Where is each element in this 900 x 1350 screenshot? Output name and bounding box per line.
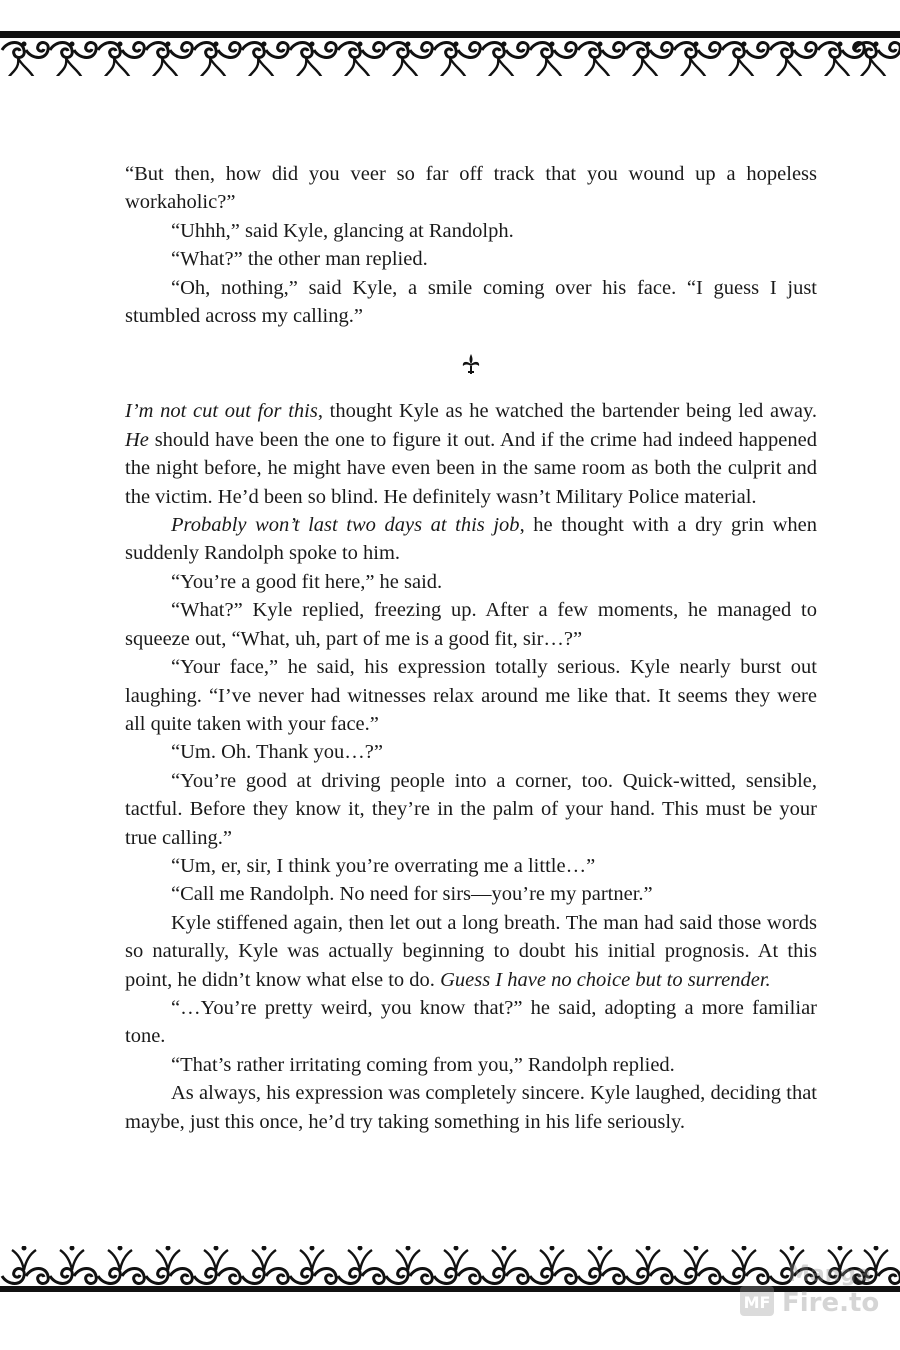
paragraph	[125, 160, 817, 217]
paragraph	[125, 217, 817, 245]
paragraph	[125, 767, 817, 852]
paragraph	[125, 653, 817, 738]
text-run: “Your face,” he said, his expression totally serious. Kyle nearly burst out laughing. “I’ve never had witnesses relax around me like that. It seems they were all quite taken with your face.”	[125, 656, 817, 735]
top-ornamental-border	[0, 28, 900, 76]
paragraph	[125, 596, 817, 653]
paragraph	[125, 511, 817, 568]
book-page-text	[125, 160, 817, 1136]
scene-break	[125, 330, 817, 397]
paragraph	[125, 880, 817, 908]
text-run: “You’re a good fit here,” he said.	[171, 570, 443, 593]
paragraph	[125, 245, 817, 273]
text-run: , thought Kyle as he watched the bartender being led away.	[317, 400, 818, 423]
paragraph	[125, 994, 817, 1051]
italic-text: I’m not cut out for this	[125, 400, 318, 423]
paragraph	[125, 909, 817, 994]
text-run: should have been the one to figure it out. And if the crime had indeed happened the night before, he might have even been in the same room as both the culprit and the victim. He’d been so blind. He definitely wasn’t Military Police material.	[125, 428, 817, 508]
text-run: , he thought with a dry grin when suddenly Randolph spoke to him.	[125, 514, 817, 565]
italic-text: He	[125, 428, 149, 451]
watermark-line1: Manga	[788, 1262, 871, 1287]
watermark-line2: Fire.to	[782, 1288, 880, 1318]
text-run: “Oh, nothing,” said Kyle, a smile coming over his face. “I guess I just stumbled across my calling.”	[125, 276, 817, 328]
text-run: “That’s rather irritating coming from you,” Randolph replied.	[171, 1053, 675, 1076]
text-run: “What?” the other man replied.	[171, 248, 428, 271]
watermark-logo-icon	[738, 1280, 778, 1320]
text-run: “Um, er, sir, I think you’re overrating me a little…”	[171, 854, 596, 877]
text-run: “You’re good at driving people into a corner, too. Quick-witted, sensible, tactful. Before they know it, they’re in the palm of your hand. This must be your true calling.”	[125, 769, 817, 849]
text-run: “What?” Kyle replied, freezing up. After a few moments, he managed to squeeze out, “What, uh, part of me is a good fit, sir…?”	[125, 599, 817, 650]
fleuron-icon	[460, 352, 482, 376]
italic-text: Probably won’t last two days at this job	[171, 514, 520, 537]
text-run: “But then, how did you veer so far off track that you wound up a hopeless workaholic?”	[125, 163, 817, 214]
text-run: “Um. Oh. Thank you…?”	[171, 741, 383, 764]
svg-text:MF: MF	[743, 1293, 771, 1312]
paragraph	[125, 1079, 817, 1136]
site-watermark	[738, 1262, 888, 1322]
paragraph	[125, 1051, 817, 1079]
paragraph	[125, 274, 817, 331]
text-run: “Call me Randolph. No need for sirs—you’re my partner.”	[171, 883, 653, 906]
text-run: Kyle stiffened again, then let out a long breath. The man had said those words so naturally, Kyle was actually beginning to doubt his initial prognosis. At this point, he didn’t know what else to do.	[125, 911, 817, 991]
text-run: “…You’re pretty weird, you know that?” he said, adopting a more familiar tone.	[125, 996, 817, 1048]
text-run: “Uhhh,” said Kyle, glancing at Randolph.	[171, 219, 514, 242]
italic-text: Guess I have no choice but to surrender.	[440, 968, 771, 991]
paragraph	[125, 568, 817, 596]
paragraph	[125, 852, 817, 880]
paragraph	[125, 738, 817, 766]
text-run: As always, his expression was completely sincere. Kyle laughed, deciding that maybe, just this once, he’d try taking something in his life seriously.	[125, 1082, 817, 1133]
paragraph	[125, 397, 817, 511]
